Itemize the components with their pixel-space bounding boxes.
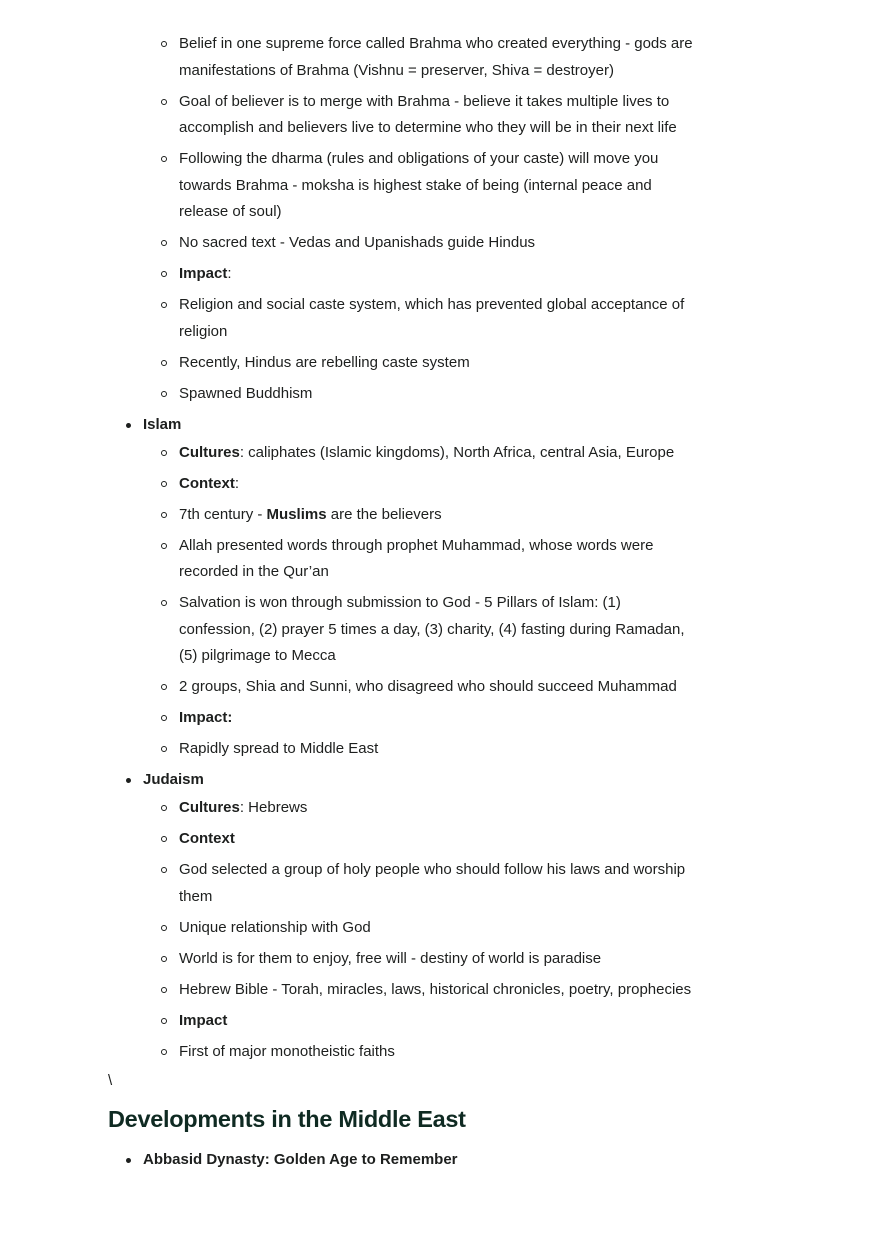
list-item — [143, 736, 699, 763]
list-item — [143, 590, 699, 670]
religion-item — [108, 412, 708, 763]
bold-text: Impact — [179, 1011, 228, 1029]
text-segment: Goal of believer is to merge with Brahma - believe it takes multiple lives to accomplish and believers live to determine who they will be in their next life — [179, 92, 677, 136]
list-item — [143, 857, 699, 910]
bold-text: Cultures — [179, 443, 240, 461]
bold-text: Cultures — [179, 799, 240, 816]
text-segment: Religion and social caste system, which has prevented global acceptance of religion — [179, 296, 685, 340]
list-item — [143, 261, 699, 288]
list-item — [143, 381, 699, 408]
text-segment: Belief in one supreme force called Brahma who created everything - gods are manifestations of Brahma (Vishnu = preserver, Shiva = destroyer) — [179, 35, 693, 79]
bold-text: Impact: — [179, 709, 233, 726]
text-segment: No sacred text - Vedas and Upanishads guide Hindus — [179, 234, 536, 251]
text-segment: Unique relationship with God — [179, 918, 371, 936]
text-segment: : Hebrews — [239, 799, 308, 816]
bold-text: Muslims — [266, 505, 327, 523]
list-item — [143, 31, 699, 84]
list-item — [143, 350, 699, 377]
text-segment: Spawned Buddhism — [179, 384, 313, 402]
text-segment: Allah presented words through prophet Muhammad, whose words were recorded in the Qur’an — [179, 536, 654, 580]
stray-backslash: \ — [108, 1071, 113, 1089]
text-segment: are the believers — [326, 505, 442, 523]
bold-text: Impact — [179, 265, 228, 282]
list-item — [143, 795, 699, 822]
section-item-title: Abbasid Dynasty: Golden Age to Remember — [143, 1151, 458, 1168]
religion-details-list — [143, 440, 708, 763]
list-item — [143, 230, 699, 257]
list-item — [143, 1008, 699, 1035]
text-segment: : caliphates (Islamic kingdoms), North Africa, central Asia, Europe — [239, 443, 675, 461]
text-segment: God selected a group of holy people who should follow his laws and worship them — [179, 861, 686, 905]
text-segment: World is for them to enjoy, free will - destiny of world is paradise — [179, 949, 602, 967]
document-body — [108, 31, 708, 1178]
list-item — [143, 674, 699, 701]
text-segment: : — [234, 474, 240, 492]
list-item — [143, 946, 699, 973]
hinduism-details-list — [143, 31, 708, 407]
list-item — [143, 1039, 699, 1066]
list-item — [143, 826, 699, 853]
text-segment: Following the dharma (rules and obligations of your caste) will move you towards Brahma - moksha is highest stake of being (internal peace and release of soul) — [179, 150, 659, 220]
text-segment: Recently, Hindus are rebelling caste system — [179, 353, 470, 371]
list-item — [143, 533, 699, 586]
text-segment: : — [227, 265, 232, 282]
text-segment: Hebrew Bible - Torah, miracles, laws, historical chronicles, poetry, prophecies — [179, 980, 692, 998]
text-segment: 7th century - — [179, 505, 267, 523]
religions-list — [108, 412, 708, 1066]
list-item — [143, 146, 699, 226]
bold-text: Context — [179, 830, 235, 847]
text-segment: Rapidly spread to Middle East — [179, 740, 379, 757]
religion-details-list — [143, 795, 708, 1065]
list-item — [143, 502, 699, 529]
list-item — [143, 705, 699, 732]
religion-title: Islam — [143, 415, 182, 433]
bold-text: Context — [179, 474, 235, 492]
text-segment: First of major monotheistic faiths — [179, 1042, 395, 1060]
list-item — [143, 440, 699, 467]
section-list — [108, 1147, 708, 1174]
list-item — [143, 89, 699, 142]
section-heading: Developments in the Middle East — [108, 1106, 466, 1132]
text-segment: Salvation is won through submission to God - 5 Pillars of Islam: (1) confession, (2) prayer 5 times a day, (3) charity, (4) fasting during Ramadan, (5) pilgrimage to Mecca — [179, 594, 685, 664]
list-item — [143, 471, 699, 498]
text-segment: 2 groups, Shia and Sunni, who disagreed who should succeed Muhammad — [179, 678, 677, 695]
religion-title: Judaism — [143, 771, 204, 788]
list-item — [143, 977, 699, 1004]
section-item — [108, 1147, 708, 1174]
religion-item — [108, 767, 708, 1065]
list-item — [143, 915, 699, 942]
list-item — [143, 292, 699, 345]
